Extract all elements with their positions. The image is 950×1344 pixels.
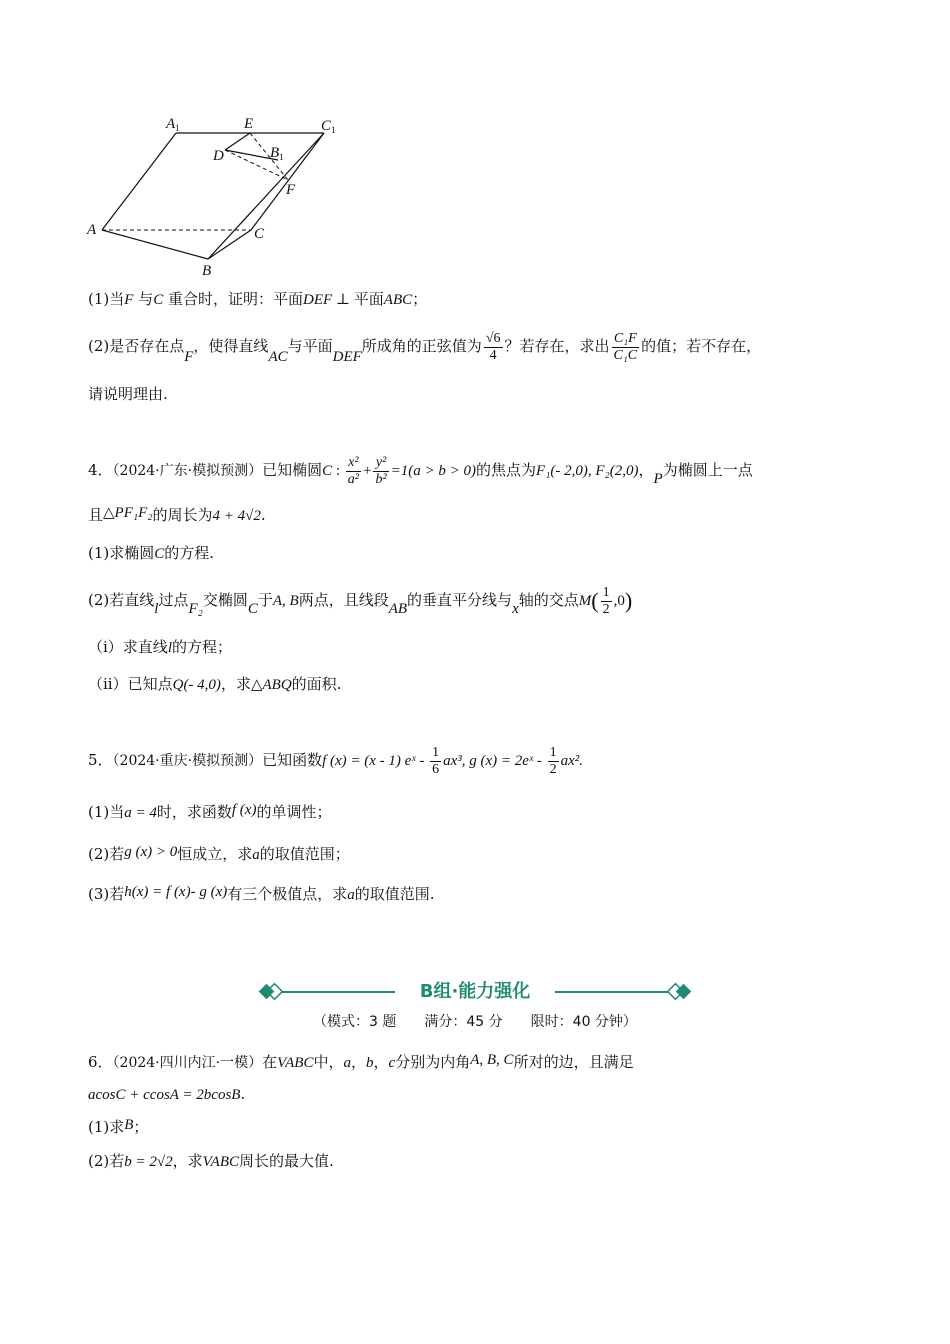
q6-equation: acosC + ccosA = 2bcosB.: [88, 1085, 246, 1103]
segment-D-E: [225, 133, 250, 150]
q4-stem: 4．（2024·广东·模拟预测）已知椭圆C : $\frac{\text{x²}}{\text{a²}}$ + $\frac{\text{y²}}{\text{b²}}$ =1(a > b > 0)的焦点为F₁(- 2,0), F₂(2,0)，P为椭圆上一点: [88, 454, 753, 487]
q6-part1: (1)求B；: [88, 1117, 149, 1136]
label-F: F: [286, 182, 296, 198]
q4-stem-cont: 且△PF₁F₂的周长为4 + 4√2.: [88, 505, 266, 524]
y-fraction: $\frac{\text{y²}}{\text{b²}}$: [375, 454, 387, 487]
x-fraction: $\frac{\text{x²}}{\text{a²}}$: [347, 454, 359, 487]
label-C: C: [254, 226, 265, 242]
q4-part2: (2)若直线l过点F₂交椭圆C于A, B两点，且线段AB的垂直平分线与x轴的交点M( $\frac{1}{2}$ ,0): [88, 584, 633, 617]
prism-figure: [80, 112, 360, 282]
ratio-fraction: $\frac{\text{C₁F}}{\text{C₁C}}$: [613, 330, 638, 363]
q5-part3: (3)若h(x) = f (x)- g (x)有三个极值点，求a的取值范围.: [88, 884, 435, 903]
banner-title: B组·能力强化: [419, 981, 531, 1002]
edge-C1-B: [208, 133, 324, 259]
sine-fraction: $\frac{√6}{4}$: [485, 330, 501, 363]
banner-subtitle: （模式：3 题 满分：45 分 限时：40 分钟）: [313, 1014, 637, 1030]
sixth-fraction: $\frac{1}{6}$: [432, 744, 440, 777]
q4-part1: (1)求椭圆C的方程.: [88, 544, 215, 562]
edge-B-C: [208, 230, 251, 259]
half-fraction: $\frac{1}{2}$: [602, 584, 610, 617]
label-A1: $A_1$: [166, 116, 180, 133]
half-fraction-2: $\frac{1}{2}$: [549, 744, 557, 777]
q6-part2: (2)若b = 2√2，求VABC周长的最大值.: [88, 1152, 334, 1170]
q4-subpart-ii: （ii）已知点Q(- 4,0)，求△ABQ的面积.: [88, 675, 342, 693]
q3-part2-cont: 请说明理由.: [88, 385, 168, 403]
label-B: B: [202, 263, 212, 279]
q5-part2: (2)若g (x) > 0恒成立，求a的取值范围；: [88, 844, 350, 863]
label-D: D: [213, 148, 224, 164]
q5-part1: (1)当a = 4时，求函数f (x)的单调性；: [88, 802, 332, 821]
edge-A-A1: [102, 133, 176, 230]
section-banner: [255, 980, 695, 1004]
q6-stem: 6．（2024·四川内江·一模）在VABC中，a，b，c分别为内角A, B, C所对的边，且满足: [88, 1052, 634, 1071]
label-C1: $C_1$: [321, 118, 336, 135]
q4-subpart-i: （i）求直线l的方程；: [88, 638, 232, 656]
label-E: E: [244, 116, 254, 132]
q3-part2: (2)是否存在点F，使得直线AC与平面DEF所成角的正弦值为 $\frac{√6}{4}$ ？若存在，求出 $\frac{\text{C₁F}}{\text{C₁C}}$ 的值；若不存在，: [88, 330, 762, 365]
label-B1: $B_1$: [270, 145, 284, 162]
edge-A-B: [102, 230, 208, 259]
q3-part1: (1)当F 与C 重合时，证明：平面DEF ⊥ 平面ABC；: [88, 290, 428, 308]
q5-stem: 5．（2024·重庆·模拟预测）已知函数f (x) = (x - 1) eˣ - $\frac{1}{6}$ ax³, g (x) = 2eˣ - $\frac{1}{2}$ ax².: [88, 744, 584, 777]
label-A: A: [87, 222, 97, 238]
